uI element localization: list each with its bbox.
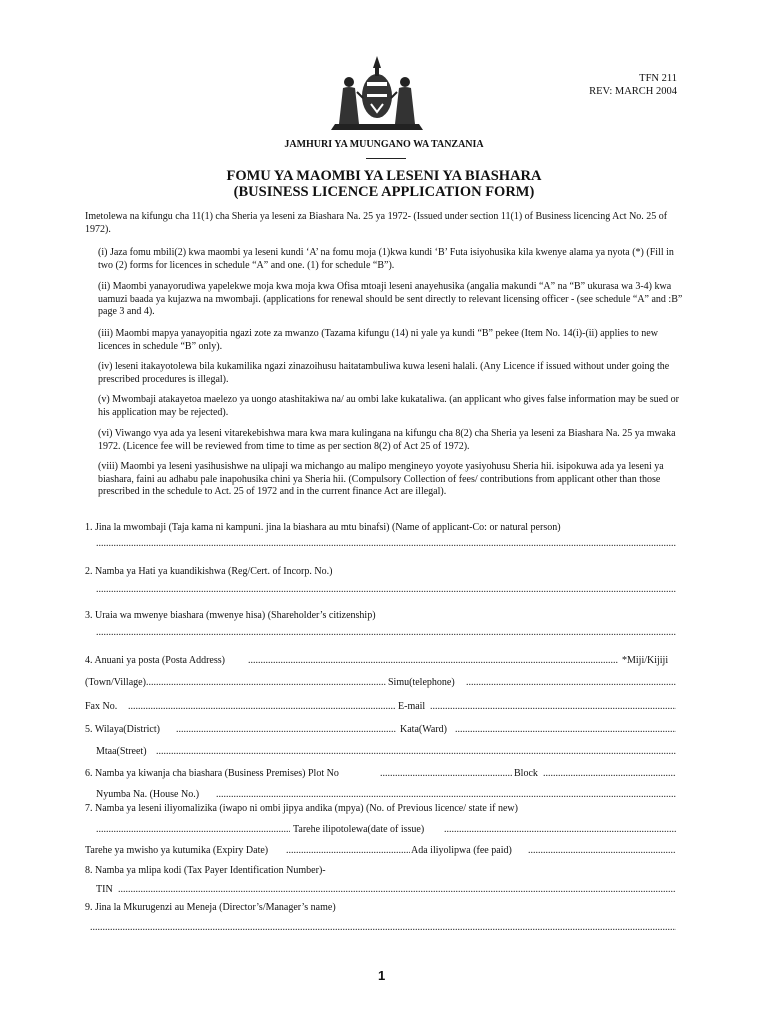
coat-of-arms-icon [323, 52, 431, 132]
telephone-field[interactable] [466, 677, 676, 689]
republic-heading: JAMHURI YA MUUNGANO WA TANZANIA [284, 139, 484, 150]
page-number: 1 [378, 968, 386, 983]
email-label: E-mail [398, 701, 426, 712]
postal-address-field[interactable] [248, 655, 618, 667]
tin-field[interactable] [118, 884, 676, 896]
note-iv: (iv) leseni itakayotolewa bila kukamilika ngazi zinazoihusu haitatambuliwa kuwa leseni halali. (Any Licence if issued without under going the prescribed procedures is illegal). [98, 361, 670, 385]
block-label: Block [514, 768, 538, 779]
expiry-date-field[interactable] [286, 845, 410, 857]
note-vi: (vi) Viwango vya ada ya leseni vitarekebishwa mara kwa mara kulingana na kifungu cha 8(2) cha Sheria ya leseni za Biashara Na. 25 ya mwaka 1972. (Licence fee will be reviewed from time to time as per section 8(2) of Act 25 of 1972). [98, 428, 676, 452]
plot-number-label: 6. Namba ya kiwanja cha biashara (Business Premises) Plot No [85, 768, 339, 779]
tin-label: TIN [96, 884, 113, 895]
issue-date-field[interactable] [444, 824, 676, 836]
director-name-label: 9. Jina la Mkurugenzi au Meneja (Director’s/Manager’s name) [85, 902, 336, 913]
expiry-date-label: Tarehe ya mwisho ya kutumika (Expiry Date) [85, 845, 269, 856]
town-village-label: (Town/Village) [85, 677, 146, 688]
note-i: (i) Jaza fomu mbili(2) kwa maombi ya leseni kundi ‘A’ na fomu moja (1)kwa kundi ‘B’ Futa isiyohusika kila kwenye alama ya nyota (*) (Fill in two (2) forms for licences in schedule “A” and one. (1) for schedule “B”). [98, 247, 674, 271]
plot-number-field[interactable] [380, 768, 512, 780]
previous-licence-field[interactable] [96, 824, 290, 836]
previous-licence-label: 7. Namba ya leseni iliyomalizika (iwapo ni ombi jipya andika (mpya) (No. of Previous licence/ state if new) [85, 803, 518, 814]
registration-number-field[interactable] [96, 584, 676, 596]
form-code: TFN 211 [639, 73, 677, 84]
applicant-name-label: 1. Jina la mwombaji (Taja kama ni kampuni. jina la biashara au mtu binafsi) (Name of applicant-Co: or natural person) [85, 522, 561, 533]
form-title-english: (BUSINESS LICENCE APPLICATION FORM) [233, 184, 535, 200]
street-label: Mtaa(Street) [96, 746, 147, 757]
citizenship-field[interactable] [96, 627, 676, 639]
district-label: 5. Wilaya(District) [85, 724, 160, 735]
applicant-name-field[interactable] [96, 538, 676, 550]
director-name-field[interactable] [90, 922, 676, 934]
house-number-field[interactable] [216, 789, 676, 801]
fee-paid-field[interactable] [528, 845, 676, 857]
issue-date-label: Tarehe ilipotolewa(date of issue) [293, 824, 425, 835]
town-village-option-label: *Miji/Kijiji [622, 655, 669, 666]
town-village-field[interactable] [146, 677, 386, 689]
form-revision: REV: MARCH 2004 [589, 86, 677, 97]
note-ii: (ii) Maombi yanayorudiwa yapelekwe moja kwa moja kwa Ofisa mtoaji leseni anayehusika (angalia makundi “A” na “B” ukurasa wa 3-4) kwa uamuzi baada ya kujazwa na mwombaji. (applications for renewal should be sent directly to relevant licensing officer - (see schedule “A” and :B” page 3 and 4). [98, 281, 683, 317]
ward-field[interactable] [455, 724, 676, 736]
house-number-label: Nyumba Na. (House No.) [96, 789, 200, 800]
form-code-block [585, 72, 677, 98]
fee-paid-label: Ada iliyolipwa (fee paid) [411, 845, 512, 856]
ward-label: Kata(Ward) [400, 724, 447, 735]
form-title-swahili: FOMU YA MAOMBI YA LESENI YA BIASHARA [226, 168, 542, 184]
note-viii: (viii) Maombi ya leseni yasihusishwe na ulipaji wa michango au malipo mengineyo yoyote yasiyohusu Sheria hii. isipokuwa ada ya leseni ya biashara, faini au adhabu pale inapohusika chini ya Sheria hii. (Compulsory Collection of fees/ contributions from applicant other than those prescribed in the schedule to Act. 25 of 1972 and in the current finance Act are illegal). [98, 461, 664, 497]
registration-number-label: 2. Namba ya Hati ya kuandikishwa (Reg/Cert. of Incorp. No.) [85, 566, 333, 577]
intro-text: Imetolewa na kifungu cha 11(1) cha Sheria ya leseni za Biashara Na. 25 ya 1972- (Issued under section 11(1) of Business licencing Act No. 25 of 1972). [85, 211, 668, 235]
tin-heading-label: 8. Namba ya mlipa kodi (Tax Payer Identification Number)- [85, 865, 326, 876]
fax-label: Fax No. [85, 701, 118, 712]
citizenship-label: 3. Uraia wa mwenye biashara (mwenye hisa) (Shareholder’s citizenship) [85, 610, 376, 621]
postal-address-label: 4. Anuani ya posta (Posta Address) [85, 655, 225, 666]
block-field[interactable] [543, 768, 676, 780]
heading-divider [366, 158, 406, 159]
telephone-label: Simu(telephone) [388, 677, 455, 688]
fax-field[interactable] [128, 701, 396, 713]
district-field[interactable] [176, 724, 396, 736]
street-field[interactable] [156, 746, 676, 758]
email-field[interactable] [430, 701, 676, 713]
note-v: (v) Mwombaji atakayetoa maelezo ya uongo atashitakiwa na/ au ombi lake kukataliwa. (an applicant who gives false information may be sued or his application may be rejected). [98, 394, 679, 418]
note-iii: (iii) Maombi mapya yanayopitia ngazi zote za mwanzo (Tazama kifungu (14) ni yale ya kundi “B” pekee (Item No. 14(i)-(ii) applies to new licences in schedule “B” only). [98, 328, 658, 352]
